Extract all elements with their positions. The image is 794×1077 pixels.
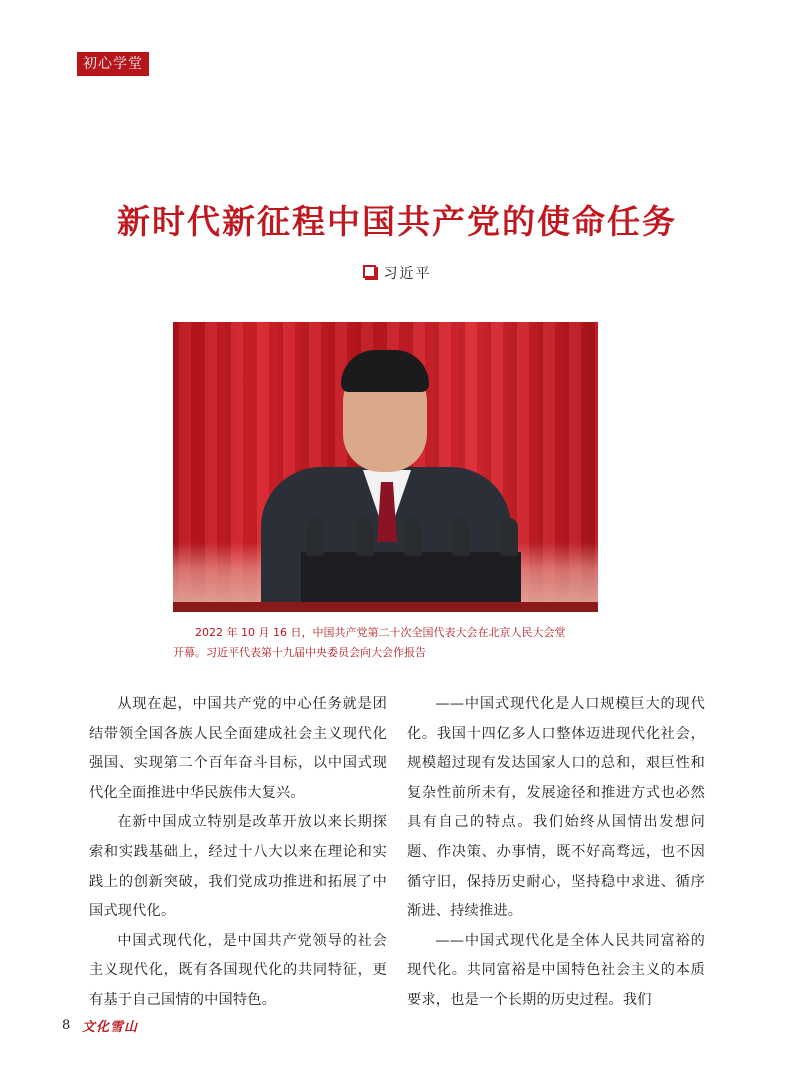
author-name: 习近平 [383,266,432,282]
microphone-icon [404,518,422,556]
stage-ledge [173,602,598,612]
body-paragraph: 中国式现代化，是中国共产党领导的社会主义现代化，既有各国现代化的共同特征，更有基于自己国情的中国特色。 [89,932,387,1008]
body-paragraph: 在新中国成立特别是改革开放以来长期探索和实践基础上，经过十八大以来在理论和实践上的创新突破，我们党成功推进和拓展了中国式现代化。 [89,814,387,920]
caption-line: 2022 年 10 月 16 日，中国共产党第二十次全国代表大会在北京人民大会堂 [195,626,566,639]
body-column-left [89,690,387,1016]
author-line [0,263,794,283]
body-paragraph: ——中国式现代化是全体人民共同富裕的现代化。共同富裕是中国特色社会主义的本质要求，也是一个长期的历史过程。我们 [407,932,705,1008]
body-column-right [407,690,705,1016]
body-paragraph: 从现在起，中国共产党的中心任务就是团结带领全国各族人民全面建成社会主义现代化强国、实现第二个百年奋斗目标，以中国式现代化全面推进中华民族伟大复兴。 [89,696,387,801]
microphone-icon [356,518,374,556]
microphone-icon [306,518,324,556]
microphone-icon [452,518,470,556]
square-bullet-icon [363,265,376,278]
article-title: 新时代新征程中国共产党的使命任务 [117,202,677,241]
microphone-icon [500,518,518,556]
body-paragraph: ——中国式现代化是人口规模巨大的现代化。我国十四亿多人口整体迈进现代化社会，规模超过现有发达国家人口的总和，艰巨性和复杂性前所未有，发展途径和推进方式也必然具有自己的特点。我们始终从国情出发想问题、作决策、办事情，既不好高骛远，也不因循守旧，保持历史耐心，坚持稳中求进、循序渐进、持续推进。 [407,696,705,920]
speaker-hair [341,350,429,392]
caption-line: 开幕。习近平代表第十九届中央委员会向大会作报告 [173,646,426,659]
magazine-logo: 文化雪山 [82,1020,139,1035]
page-number: 8 [62,1018,71,1033]
article-photo [173,322,598,612]
section-tag: 初心学堂 [77,52,149,76]
photo-caption [173,623,613,663]
